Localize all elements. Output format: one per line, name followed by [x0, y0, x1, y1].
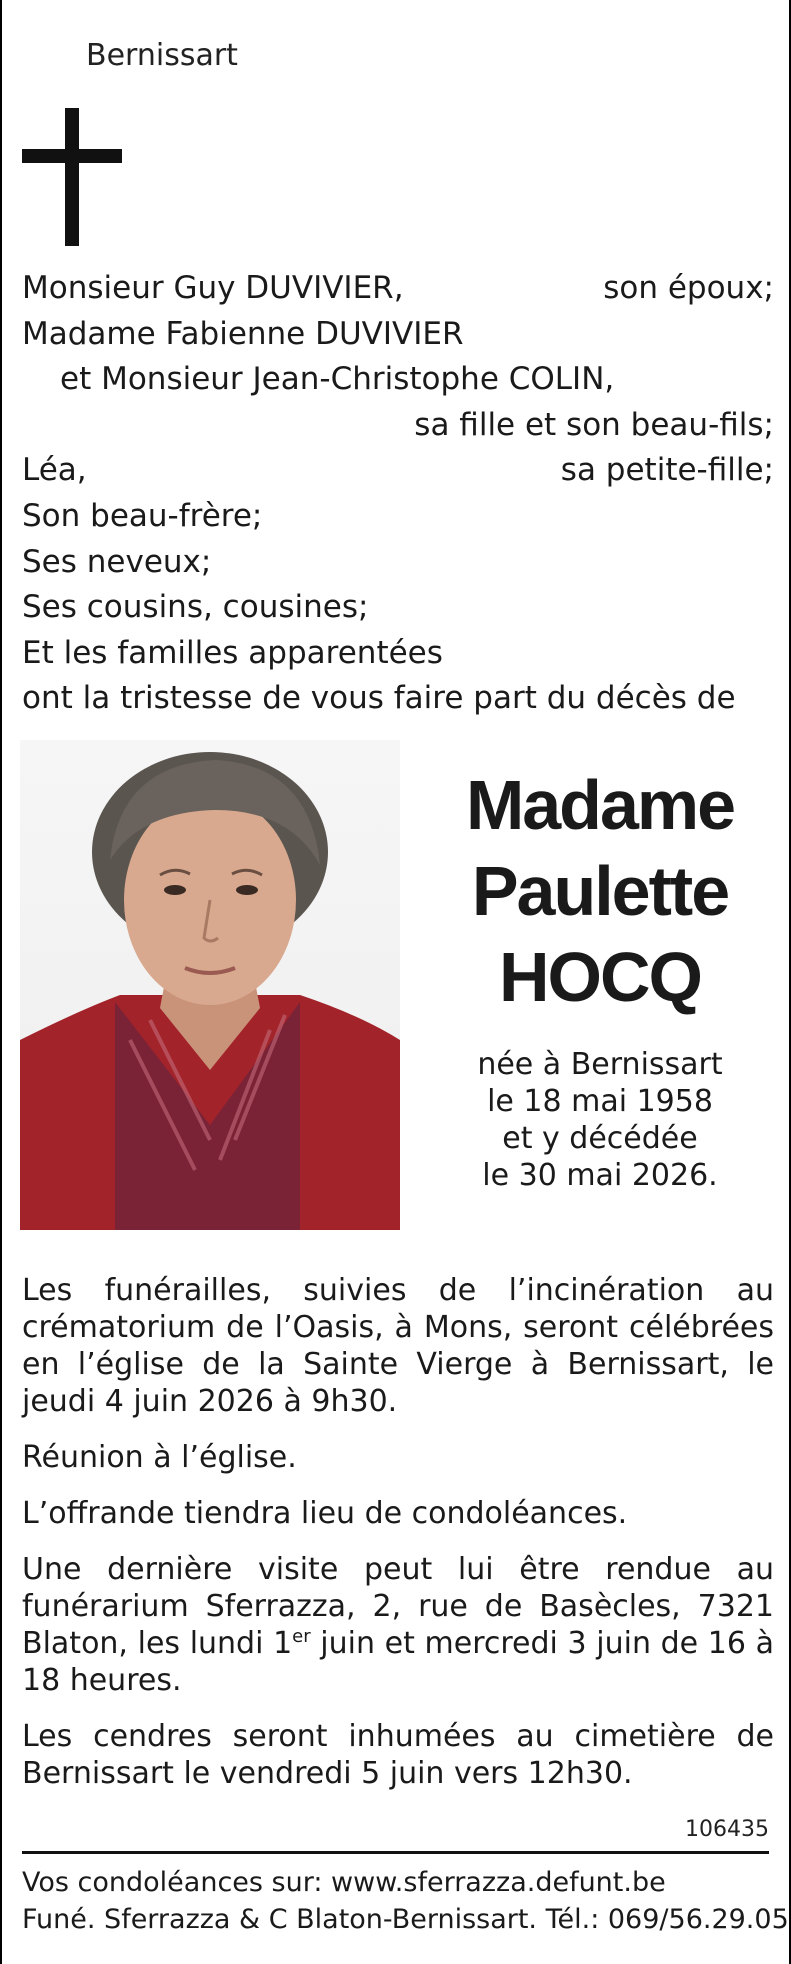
- funeral-home-contact: Funé. Sferrazza & C Blaton-Bernissart. Tél.: 069/56.29.05: [22, 1904, 789, 1935]
- cross-icon: [22, 108, 122, 246]
- meeting-paragraph: Réunion à l’église.: [22, 1440, 297, 1475]
- deceased-first-name: Paulette: [471, 852, 729, 930]
- family-line: Ses neveux;: [22, 543, 212, 580]
- deceased-name: [440, 762, 760, 1020]
- family-line: Madame Fabienne DUVIVIER: [22, 315, 464, 352]
- town-heading: Bernissart: [86, 38, 238, 73]
- footer-divider: [22, 1851, 769, 1854]
- condolences-link[interactable]: Vos condoléances sur: www.sferrazza.defunt.be: [22, 1867, 666, 1898]
- family-line: Ses cousins, cousines;: [22, 589, 369, 626]
- death-date: le 30 mai 2026.: [482, 1158, 718, 1193]
- deceased-title: Madame: [465, 766, 735, 844]
- family-line: ont la tristesse de vous faire part du décès de: [22, 680, 736, 717]
- family-line: et Monsieur Jean-Christophe COLIN,: [60, 361, 615, 398]
- family-line: sa fille et son beau-fils;: [414, 406, 774, 443]
- funeral-details: [22, 1272, 774, 1792]
- family-line: Et les familles apparentées: [22, 634, 443, 671]
- family-line: Monsieur Guy DUVIVIER, son époux;: [22, 270, 774, 306]
- death-place: et y décédée: [502, 1121, 698, 1156]
- family-line: Léa, sa petite-fille;: [22, 452, 774, 489]
- portrait-illustration: [20, 740, 400, 1230]
- birth-place: née à Bernissart: [477, 1047, 723, 1082]
- portrait-photo: [20, 740, 400, 1230]
- ashes-paragraph: Les cendres seront inhumées au cimetière de Bernissart le vendredi 5 juin vers 12h30.: [22, 1719, 774, 1791]
- family-list: [22, 266, 774, 722]
- funeral-paragraph: Les funérailles, suivies de l’incinération au crématorium de l’Oasis, à Mons, seront célébrées en l’église de la Sainte Vierge à Bernissart, le jeudi 4 juin 2026 à 9h30.: [22, 1273, 774, 1419]
- reference-number: 106435: [685, 1817, 769, 1842]
- family-line: Son beau-frère;: [22, 497, 263, 534]
- life-dates: [440, 1046, 760, 1194]
- offering-paragraph: L’offrande tiendra lieu de condoléances.: [22, 1496, 628, 1531]
- footer: [22, 1864, 789, 1938]
- deceased-last-name: HOCQ: [499, 938, 701, 1016]
- visit-paragraph: Une dernière visite peut lui être rendue au funérarium Sferrazza, 2, rue de Basècles, 7321 Blaton, les lundi 1er juin et mercredi 3 juin de 16 à 18 heures.: [22, 1552, 774, 1698]
- birth-date: le 18 mai 1958: [487, 1084, 713, 1119]
